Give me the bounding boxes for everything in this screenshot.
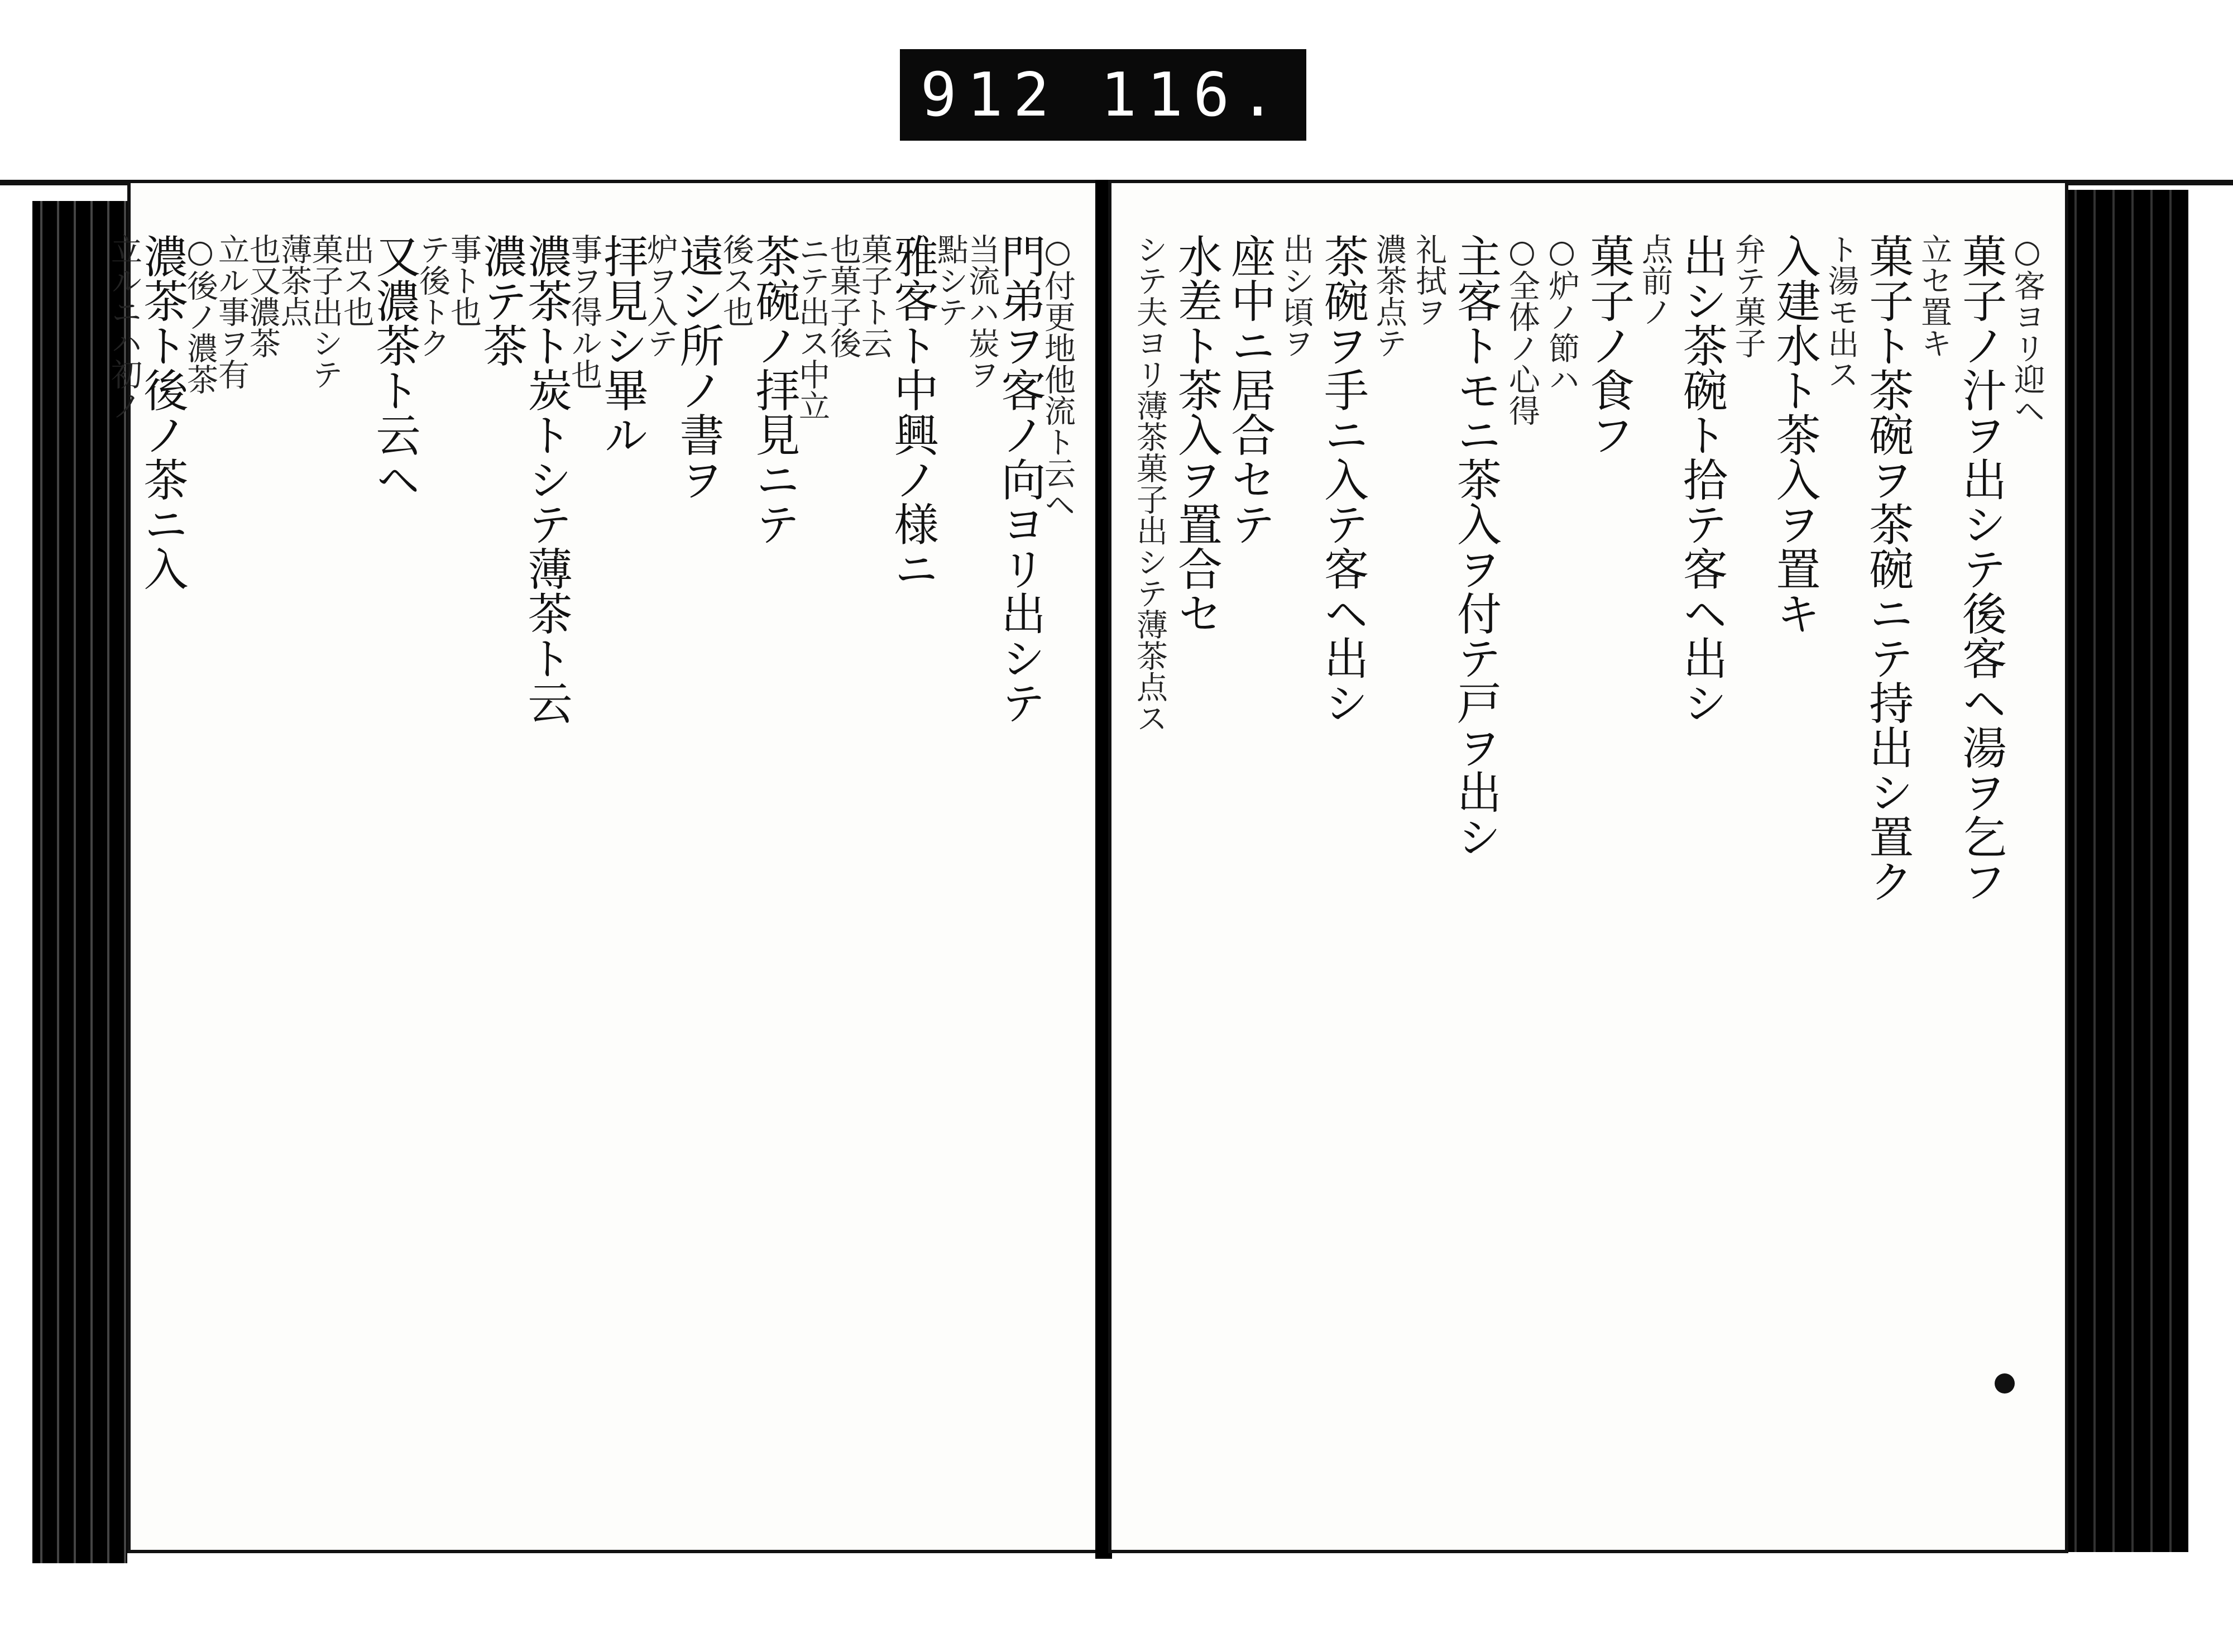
- left-page-text-column: 事ヲ得ル也: [566, 233, 602, 390]
- left-page-text-column: 也又濃茶: [245, 233, 281, 358]
- left-page-text-column: ○後ノ濃茶: [182, 233, 218, 395]
- right-page-text-column: 茶碗ヲ手ニ入テ客ヘ出シ: [1316, 233, 1369, 725]
- right-page-text-column: 主客トモニ茶入ヲ付テ戸ヲ出シ: [1449, 233, 1502, 859]
- left-page-text-column: 事ト也: [445, 233, 482, 327]
- left-page-text-column: 拝見シ畢ル: [596, 233, 648, 457]
- right-page-text-column: シテ夫ヨリ薄茶菓子出シテ薄茶点ス: [1132, 233, 1168, 734]
- left-page-text-column: 菓子ト云: [856, 233, 893, 358]
- right-page-text-column: 点前ノ: [1636, 233, 1673, 327]
- left-page-text-column: 茶碗ノ拝見ニテ: [748, 233, 800, 546]
- ink-mark: [1995, 1373, 2015, 1394]
- left-page-text-column: 濃茶ト後ノ茶ニ入: [136, 233, 188, 591]
- right-page-text-column: 水差ト茶入ヲ置合セ: [1170, 233, 1223, 635]
- left-page-text-column: 雅客ト中興ノ様ニ: [887, 233, 938, 591]
- left-page-text-column: 點シテ: [932, 233, 969, 327]
- right-page-text-column: ト湯モ出ス: [1823, 233, 1860, 390]
- left-page-text-column: テ後トク: [414, 233, 451, 358]
- right-page-columns: [1134, 233, 2043, 1483]
- catalog-number-left: 912: [920, 60, 1060, 130]
- right-page-text-column: 入建水ト茶入ヲ置キ: [1769, 233, 1821, 635]
- catalog-number-label: [900, 49, 1306, 141]
- right-page-text-column: ○客ヨリ迎ヘ: [2009, 233, 2045, 426]
- left-page-text-column: 当流ハ炭ヲ: [964, 233, 1000, 390]
- right-page-text-column: ○炉ノ節ハ: [1544, 233, 1580, 395]
- right-page-text-column: 礼拭ヲ: [1411, 233, 1448, 327]
- right-page-text-column: 出シ茶碗ト拾テ客ヘ出シ: [1675, 233, 1728, 725]
- catalog-number-right: 116.: [1100, 60, 1286, 130]
- left-page-text-column: 菓子出シテ: [307, 233, 343, 390]
- left-page-text-column: 又濃茶ト云ヘ: [368, 233, 420, 501]
- left-page-text-column: 濃テ茶: [476, 233, 528, 367]
- left-page-text-column: 立ル事ヲ有: [213, 233, 250, 390]
- right-page-text-column: 出シ頃ヲ: [1278, 233, 1315, 358]
- left-page-text-column: 濃茶ト炭トシテ薄茶ト云: [520, 233, 572, 725]
- right-page: [1108, 180, 2068, 1553]
- left-page-text-column: 立ルニハ初ノ: [106, 233, 142, 421]
- left-page-text-column: 遠シ所ノ書ヲ: [672, 233, 724, 501]
- left-page-text-column: 後ス也: [718, 233, 754, 327]
- left-page-text-column: 炉ヲ入テ: [642, 233, 678, 358]
- right-page-text-column: ○全体ノ心得: [1503, 233, 1540, 426]
- book-edge-right: [2066, 190, 2188, 1552]
- left-page-columns: [106, 233, 1076, 1483]
- right-page-text-column: 濃茶点テ: [1371, 233, 1407, 358]
- left-page-text-column: ○付更地他流ト云ヘ: [1039, 233, 1076, 520]
- left-page-text-column: 薄茶点: [276, 233, 312, 327]
- left-page-text-column: 也菓子後: [825, 233, 861, 358]
- right-page-text-column: 菓子ト茶碗ヲ茶碗ニテ持出シ置ク: [1861, 233, 1914, 903]
- left-page: [106, 180, 1099, 1553]
- right-page-text-column: 立セ置キ: [1916, 233, 1953, 358]
- right-page-text-column: 菓子ノ食フ: [1582, 233, 1635, 457]
- left-page-text-column: ニテ出ス中立: [794, 233, 830, 421]
- left-page-text-column: 門弟ヲ客ノ向ヨリ出シテ: [994, 233, 1046, 725]
- right-page-text-column: 座中ニ居合セテ: [1223, 233, 1276, 546]
- left-page-text-column: 出ス也: [338, 233, 375, 327]
- right-page-text-column: 弁テ菓子: [1729, 233, 1766, 358]
- right-page-text-column: 菓子ノ汁ヲ出シテ後客ヘ湯ヲ乞フ: [1954, 233, 2007, 903]
